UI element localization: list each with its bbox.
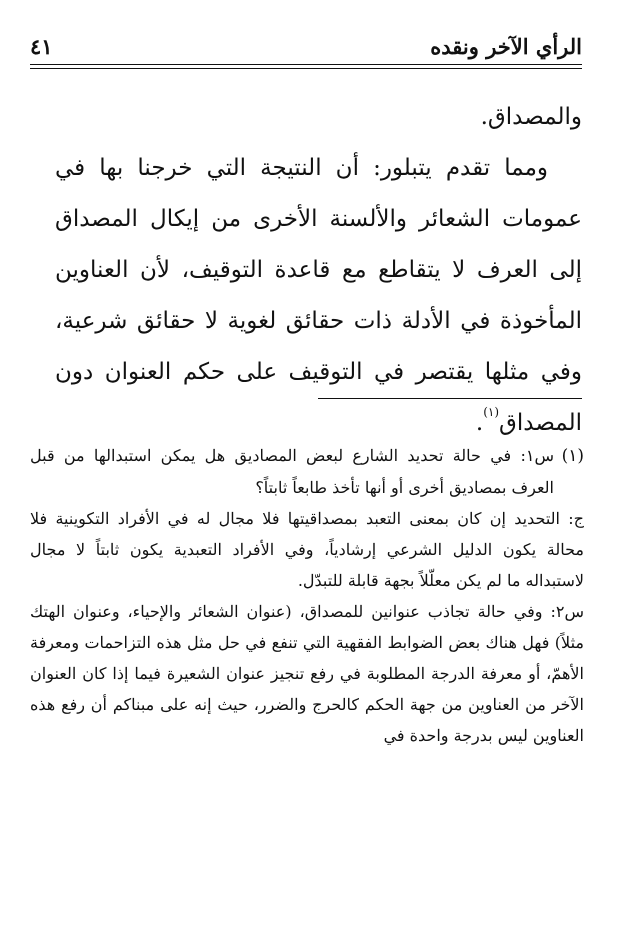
footnote-answer-1: ج: التحديد إن كان بمعنى التعبد بمصداقيتها فلا مجال له في الأفراد التكوينية فلا محالة يكون الدليل الشرعي إرشادياً، وفي الأفراد التعبدية يكون ثابتاً لا مجال لاستبداله ما لم يكن معلّلاً بجهة قابلة للتبدّل. bbox=[30, 509, 584, 590]
footnote-mark: (١) bbox=[561, 446, 584, 466]
footnote-question-1 bbox=[30, 440, 584, 503]
footnotes bbox=[30, 440, 584, 751]
paragraph-2 bbox=[55, 143, 582, 449]
page-header bbox=[30, 30, 582, 64]
footnote-reference: (١) bbox=[483, 405, 500, 419]
header-rule-bottom bbox=[30, 68, 582, 69]
running-title: الرأي الآخر ونقده bbox=[430, 34, 582, 59]
footnote-question-1-text: س١: في حالة تحديد الشارع لبعض المصاديق هل يمكن استبدالها من قبل العرف بمصاديق أخرى أو أنها تأخذ طابعاً ثابتاً؟ bbox=[30, 446, 554, 497]
main-text bbox=[55, 92, 582, 449]
footnote-separator bbox=[318, 398, 582, 399]
header-rule-top bbox=[30, 64, 582, 65]
paragraph-2-end: . bbox=[475, 410, 484, 436]
paragraph-1: والمصداق. bbox=[480, 104, 582, 130]
page-number: ٤١ bbox=[30, 34, 53, 59]
footnote-question-2: س٢: وفي حالة تجاذب عنوانين للمصداق، (عنوان الشعائر والإحياء، وعنوان الهتك مثلاً) فهل هناك بعض الضوابط الفقهية التي تنفع في حل مثل هذه التزاحمات ومعرفة الأهمّ، أو معرفة الدرجة المطلوبة في رفع تنجيز عنوان الشعيرة فيما إذا كان العنوان الآخر من العناوين من جهة الحكم كالحرج والضرر، حيث إنه على مبناكم أن رفع هذه العناوين ليس بدرجة واحدة في bbox=[30, 602, 585, 745]
paragraph-2-text: ومما تقدم يتبلور: أن النتيجة التي خرجنا بها في عمومات الشعائر والألسنة الأخرى من إيكال المصداق إلى العرف لا يتقاطع مع قاعدة التوقيف، لأن العناوين المأخوذة في الأدلة ذات حقائق لغوية لا حقائق شرعية، وفي مثلها يقتصر في التوقيف على حكم العنوان دون المصداق bbox=[55, 155, 582, 436]
